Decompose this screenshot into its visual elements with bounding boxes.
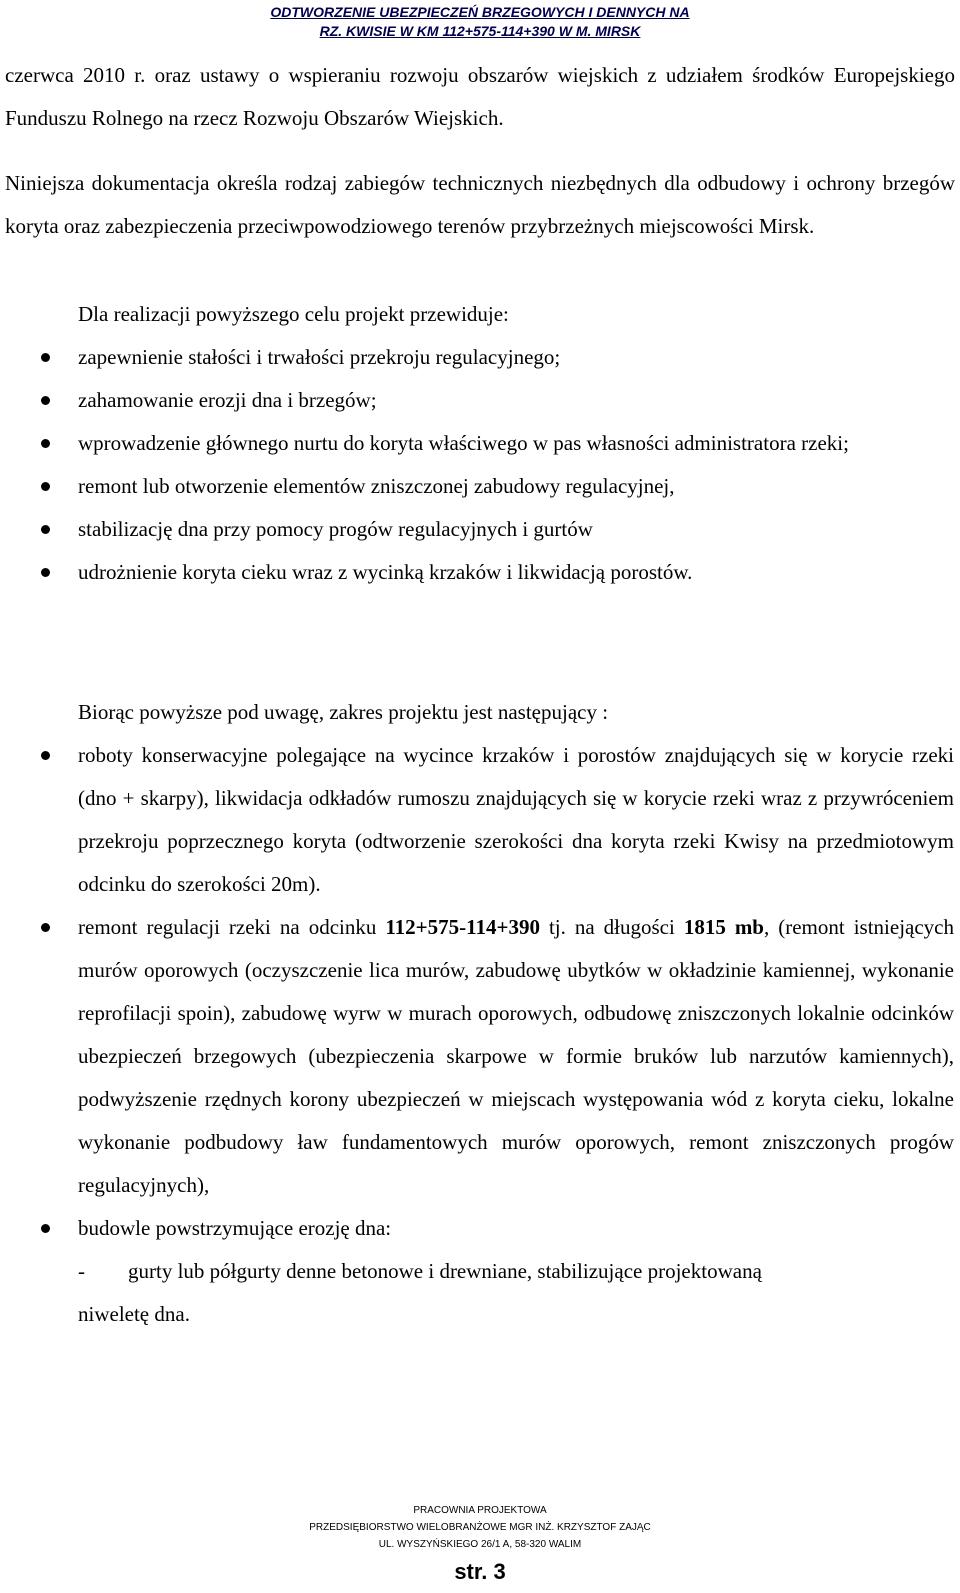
dash-item-continuation: niweletę dna.: [78, 1302, 190, 1326]
page-number: str. 3: [454, 1559, 506, 1584]
list-item: stabilizację dna przy pomocy progów regulacyjnych i gurtów: [78, 508, 954, 551]
goals-lead: Dla realizacji powyższego celu projekt przewiduje:: [78, 302, 509, 326]
list-item: zapewnienie stałości i trwałości przekroju regulacyjnego;: [78, 336, 954, 379]
page-footer: [0, 1502, 960, 1553]
goals-list: [78, 336, 954, 594]
intro-section: [5, 54, 955, 270]
dash-item: [78, 1250, 954, 1293]
scope-list: [78, 734, 954, 1250]
goals-section: [78, 293, 954, 594]
scope-item2-part-a: remont regulacji rzeki na odcinku: [78, 915, 386, 939]
intro-paragraph-1: czerwca 2010 r. oraz ustawy o wspieraniu rozwoju obszarów wiejskich z udziałem środków Europejskiego Funduszu Rolnego na rzecz Rozwoju Obszarów Wiejskich.: [5, 63, 955, 130]
list-item: budowle powstrzymujące erozję dna:: [78, 1207, 954, 1250]
scope-item2-part-b: tj. na długości: [539, 915, 684, 939]
list-item: remont lub otworzenie elementów zniszczonej zabudowy regulacyjnej,: [78, 465, 954, 508]
list-item: roboty konserwacyjne polegające na wycince krzaków i porostów znajdujących się w korycie rzeki (dno + skarpy), likwidacja odkładów rumoszu znajdujących się w korycie rzeki wraz z przywróceniem przekroju poprzecznego koryta (odtworzenie szerokości dna koryta rzeki Kwisy na przedmiotowym odcinku do szerokości 20m).: [78, 734, 954, 906]
length-value: 1815 mb: [683, 915, 764, 939]
list-item: udrożnienie koryta cieku wraz z wycinką krzaków i likwidacją porostów.: [78, 551, 954, 594]
list-item: [78, 906, 954, 1207]
scope-item2-part-c: , (remont istniejących murów oporowych (oczyszczenie lica murów, zabudowę ubytków w okładzinie kamiennej, wykonanie reprofilacji spoin), zabudowę wyrw w murach oporowych, odbudowę zniszczonych lokalnie odcinków ubezpieczeń brzegowych (ubezpieczenia skarpowe w formie bruków lub narzutów kamiennych), podwyższenie rzędnych korony ubezpieczeń w miejscach występowania wód z koryta cieku, lokalne wykonanie podbudowy ław fundamentowych murów oporowych, remont zniszczonych progów regulacyjnych),: [78, 915, 954, 1197]
header-line-1: ODTWORZENIE UBEZPIECZEŃ BRZEGOWYCH I DENNYCH NA: [270, 4, 690, 20]
list-item: wprowadzenie głównego nurtu do koryta właściwego w pas własności administratora rzeki;: [78, 422, 954, 465]
intro-paragraph-2: Niniejsza dokumentacja określa rodzaj zabiegów technicznych niezbędnych dla odbudowy i ochrony brzegów koryta oraz zabezpieczenia przeciwpowodziowego terenów przybrzeżnych miejscowości Mirsk.: [5, 171, 955, 238]
footer-line-1: PRACOWNIA PROJEKTOWA: [413, 1505, 547, 1516]
page-header: [0, 3, 960, 41]
list-item: zahamowanie erozji dna i brzegów;: [78, 379, 954, 422]
footer-line-2: PRZEDSIĘBIORSTWO WIELOBRANŻOWE MGR INŻ. KRZYSZTOF ZAJĄC: [309, 1522, 651, 1533]
header-line-2: RZ. KWISIE W KM 112+575-114+390 W M. MIRSK: [319, 23, 641, 39]
scope-lead: Biorąc powyższe pod uwagę, zakres projektu jest następujący :: [78, 700, 609, 724]
dash-item-text: gurty lub półgurty denne betonowe i drewniane, stabilizujące projektowaną: [128, 1259, 762, 1283]
footer-line-3: UL. WYSZYŃSKIEGO 26/1 A, 58-320 WALIM: [378, 1539, 582, 1550]
km-range: 112+575-114+390: [385, 915, 540, 939]
dash-marker: -: [78, 1259, 85, 1283]
scope-section: [78, 691, 954, 1336]
